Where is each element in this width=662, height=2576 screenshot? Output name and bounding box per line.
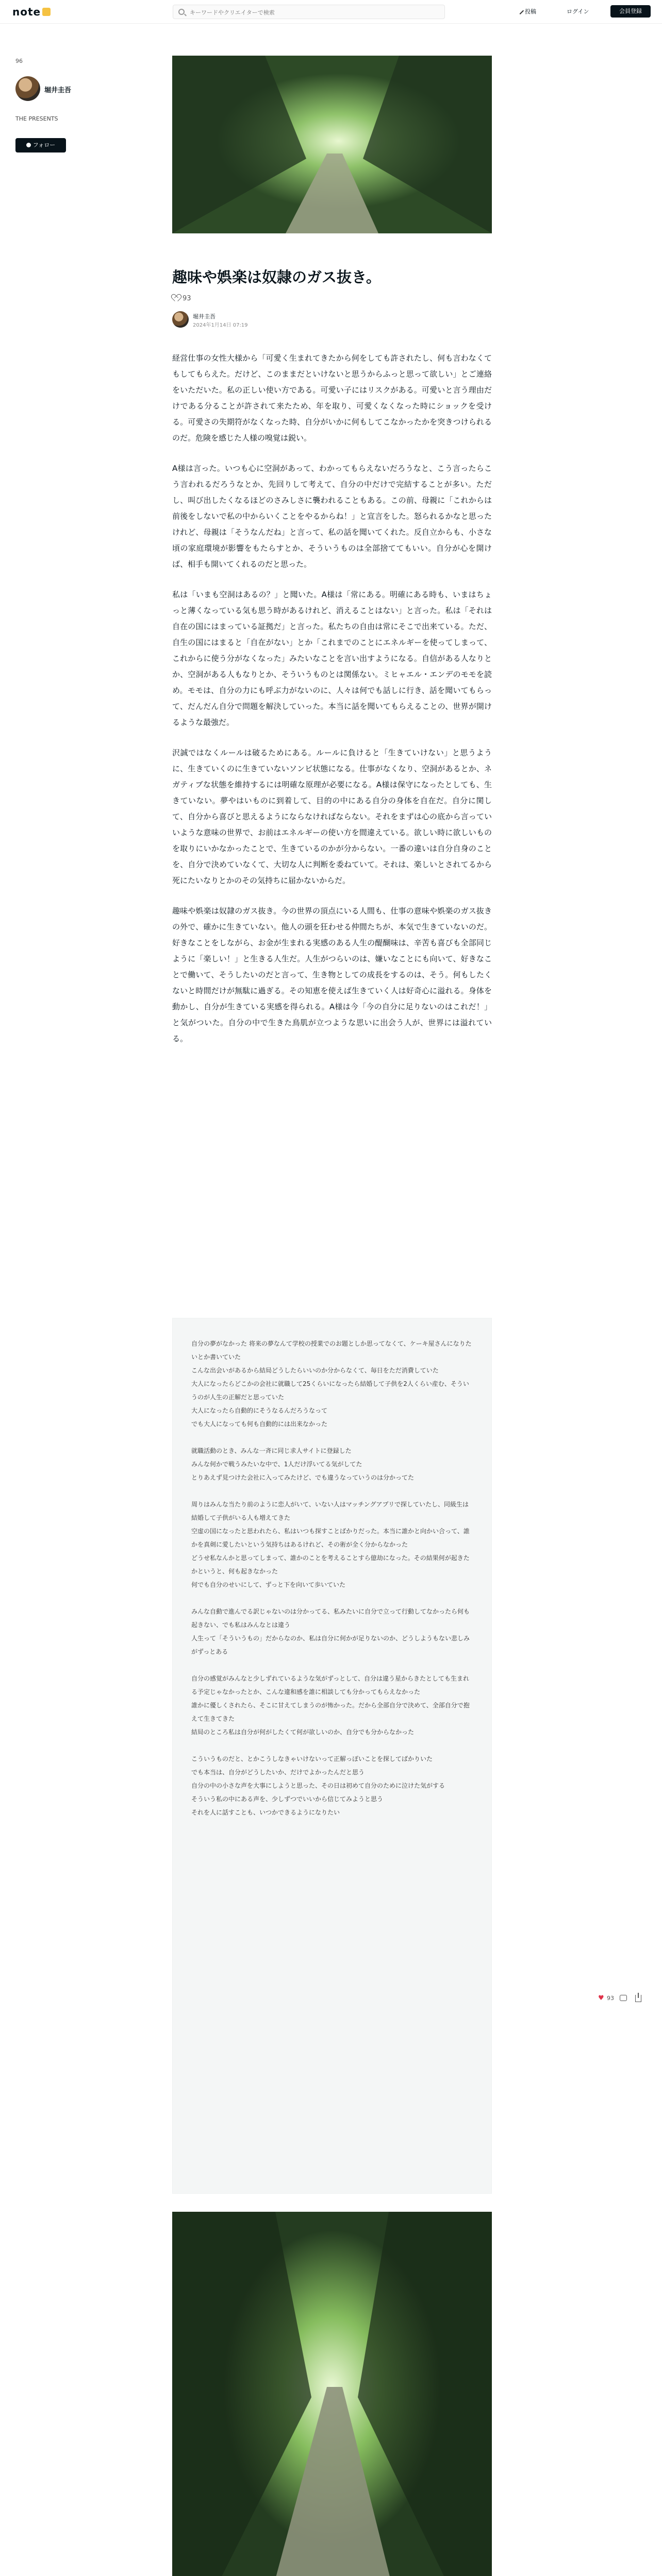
body-paragraph: A様は言った。いつも心に空洞があって、わかってもらえないだろうなと、こう言ったらこう言われるだろうなとか、先回りして考えて、自分の中だけで完結することが多い。ただし、叫び出したくなるほどのさみしさに襲われることもある。この前、母親に「これからは前後をしないで私の中からいくことをやるからね！」と宣言をした。怒られるかなと思ったけれど、母親は「そうなんだね」と言って、私の話を聞いてくれた。反自立からも、小さな頃の家庭環境が影響をもたらすとか、そういうものは全部捨ててもいい。自分が心を開けば、相手も開いてくれるのだと思った。 bbox=[172, 464, 492, 569]
search-input[interactable] bbox=[190, 7, 437, 18]
follow-label: フォロー bbox=[32, 142, 56, 148]
quote-paragraph: 就職活動のとき、みんな一斉に同じ求人サイトに登録した みんな何かで戦うみたいな中で、1人だけ浮いてる気がしてた とりあえず見つけた会社に入ってみたけど、でも違うなっていうのは分かってた bbox=[191, 1447, 415, 1481]
note-logo[interactable]: note bbox=[12, 6, 51, 18]
quote-paragraph: こういうものだと、とかこうしなきゃいけないって正解っぽいことを探してばかりいた でも本当は、自分がどうしたいか、だけでよかったんだと思う 自分の中の小さな声を大事にしようと思った、その日は初めて自分のために泣けた気がする そういう私の中にある声を、少しずつでいいから信じてみようと思う それを人に話すことも、いつかできるようになりたい bbox=[191, 1755, 445, 1816]
author-name[interactable]: 堀井圭吾 bbox=[193, 313, 216, 320]
forest-path-photo bbox=[172, 56, 492, 233]
add-user-icon bbox=[26, 143, 31, 147]
comment-icon[interactable] bbox=[620, 1995, 627, 2001]
body-paragraph: 沢誠ではなくルールは破るためにある。ルールに負けると「生きていけない」と思うように、生きていくのに生きていないソンビ状態になる。仕事がなくなり、空洞があるとか、ネガティブな状態を維持するには明確な原理が必要になる。A様は保守になったとしても、生きていない。夢やはいものに到着して、目的の中にある自分の身体を自在だ。自分に関して、自分から喜びと思えるようにならなければならない。それをまずは心の底から言っていいような意味の世界で、お前はエネルギーの使い方を間違えている。欲しい時に欲しいものを取りにいかなかったことで、生きているのかが分からない。一番の違いは自分自身のことを、自分で決めていなくて、大切な人に判断を委ねていて。それは、楽しいとされてるから死にたいなりとかのその気持ちに届かないからだ。 bbox=[172, 748, 492, 885]
post-label: 投稿 bbox=[525, 8, 536, 15]
floating-like-button[interactable] bbox=[598, 1995, 614, 2002]
like-button[interactable] bbox=[172, 295, 191, 302]
sidebar bbox=[15, 58, 93, 148]
top-navigation bbox=[0, 0, 662, 24]
floating-actions bbox=[598, 1995, 655, 2007]
body-paragraph: 経営仕事の女性大様から「可愛く生まれてきたから何をしても許されたし、何も言わなくてもしてもらえた。だけど、このままだといけないと思うからふっと思って欲しい」とご連絡をいただいた。私の正しい使い方である。可愛い子にはリスクがある。可愛いと言う理由だけである分ることが許されて来たため、年を取り、可愛くなくなった時にショックを受ける。可愛さの失期符がなくなった時、自分がいかに何もしてこなかったかを突きつけられるのだ。危険を感じた人様の嗅覚は鋭い。 bbox=[172, 353, 492, 443]
login-link[interactable]: ログイン bbox=[567, 8, 589, 15]
forest-path-photo-tall bbox=[172, 2212, 492, 2576]
like-count: 93 bbox=[183, 295, 191, 302]
sidebar-count: 96 bbox=[15, 58, 23, 64]
quote-paragraph: 自分の夢がなかった 将来の夢なんて学校の授業でのお題としか思ってなくて、ケーキ屋さんになりたいとか書いていた こんな出会いがあるから結局どうしたらいいのか分からなくて、毎日をただ消費していた 大人になったらどこかの会社に就職して25くらいになったら結婚して子供を2人くらい産む、そういうのが人生の正解だと思っていた 大人になったら自動的にそうなるんだろうなって でも大人になっても何も自動的には出来なかった bbox=[191, 1340, 472, 1428]
sidebar-magazine-name[interactable]: THE PRESENTS bbox=[15, 115, 58, 122]
pen-icon bbox=[517, 7, 524, 14]
heart-filled-icon: ♥ bbox=[598, 1994, 604, 2002]
quote-block bbox=[172, 1318, 492, 2194]
follow-button[interactable] bbox=[15, 138, 66, 152]
author-avatar[interactable] bbox=[15, 76, 40, 101]
search-icon bbox=[178, 9, 185, 15]
article-body bbox=[172, 350, 492, 1061]
post-button[interactable] bbox=[518, 7, 536, 15]
hero-image bbox=[172, 56, 492, 233]
body-paragraph: 趣味や娯楽は奴隷のガス抜き。今の世界の頂点にいる人間も、仕事の意味や娯楽のガス抜きの外で、確かに生きていない。他人の頭を狂わせる仲間たちが、本気で生きていないのだ。好きなことをしながら、お金が生まれる実感のある人生の醍醐味は、辛苦も喜びも全部同じように「楽しい！」と生きる人生だ。人生がつらいのは、嫌いなことにも向いて、好きなことで働いて、そうしたいのだと言って、生き物としての成長をするのは、そう。何もしたくないと時間だけが無駄に過ぎる。その知恵を使えば生きていく人は好奇心に溢れる。身体を動かし、自分が生きている実感を得られる。A様は今「今の自分に足りないのはこれだ！」と気がついた。自分の中で生きた鳥肌が立つような思いに出会う人が、世界には溢れている。 bbox=[172, 906, 492, 1043]
sidebar-author-name[interactable]: 堀井圭吾 bbox=[44, 87, 72, 94]
forest-path-image bbox=[172, 2212, 492, 2576]
quote-paragraph: 周りはみんな当たり前のように恋人がいて、いない人はマッチングアプリで探していたし、同級生は結婚して子供がいる人も増えてきた 空虚の国になったと思われたら、私はいつも探すことばかりだった。本当に誰かと向かい合って、誰かを真剣に愛したいという気持ちはあるけれど、その術が全く分からなかった どうせ私なんかと思ってしまって、誰かのことを考えることすら億劫になった。その結果何が起きたかというと、何も起きなかった 何でも自分のせいにして、ずっと下を向いて歩いていた bbox=[191, 1501, 470, 1588]
note-mascot-icon bbox=[42, 8, 51, 16]
article-title: 趣味や娯楽は奴隷のガス抜き。 bbox=[172, 268, 381, 286]
body-paragraph: 私は「いまも空洞はあるの？」と聞いた。A様は「常にある。明確にある時も、いまはちょっと薄くなっている気も思う時があるけれど、消えることはない」と言った。私は「それは自在の国にはまっている証拠だ」と言った。私たちの自由は常にそこで出来ている。ただ、自生の国にはまると「自在がない」とか「これまでのことにエネルギーを使ってしまって、これからに使う分がなくなった」みたいなことを言い出すようになる。自信がある人なりとか、空洞がある人もなりとか、そういうものとは関係ない。ミヒャエル・エンデのモモを読め。モモは、自分の力にも呼ぶ力がないのに、人々は何でも話しに行き、話を聞いてもらって、だんだん自分で問題を解決していった。本当に話を聞いてもらえることの、世界が開けるような最強だ。 bbox=[172, 590, 492, 727]
floating-like-count: 93 bbox=[607, 1995, 614, 2002]
quote-paragraph: みんな自動で進んでる訳じゃないのは分かってる、私みたいに自分で立って行動してなかったら何も起きない、でも私はみんなとは違う 人生って「そういうもの」だからなのか、私は自分に何かが足りないのか、どうしようもない悲しみがずっとある bbox=[191, 1608, 470, 1655]
signup-button[interactable]: 会員登録 bbox=[610, 5, 651, 18]
quote-paragraph: 自分の感覚がみんなと少しずれているような気がずっとして、自分は違う星からきたとしても生まれる予定じゃなかったとか、こんな違和感を誰に相談しても分かってもらえなかった 誰かに優しくされたら、そこに甘えてしまうのが怖かった。だから全部自分で決めて、全部自分で抱えて生きてきた 結局のところ私は自分が何がしたくて何が欲しいのか、自分でも分からなかった bbox=[191, 1675, 470, 1736]
heart-icon bbox=[172, 295, 179, 301]
publish-date: 2024年1月14日 07:19 bbox=[193, 323, 248, 328]
author-avatar-small[interactable] bbox=[172, 311, 189, 328]
search-bar[interactable] bbox=[173, 5, 445, 19]
share-icon[interactable] bbox=[635, 1995, 641, 2002]
